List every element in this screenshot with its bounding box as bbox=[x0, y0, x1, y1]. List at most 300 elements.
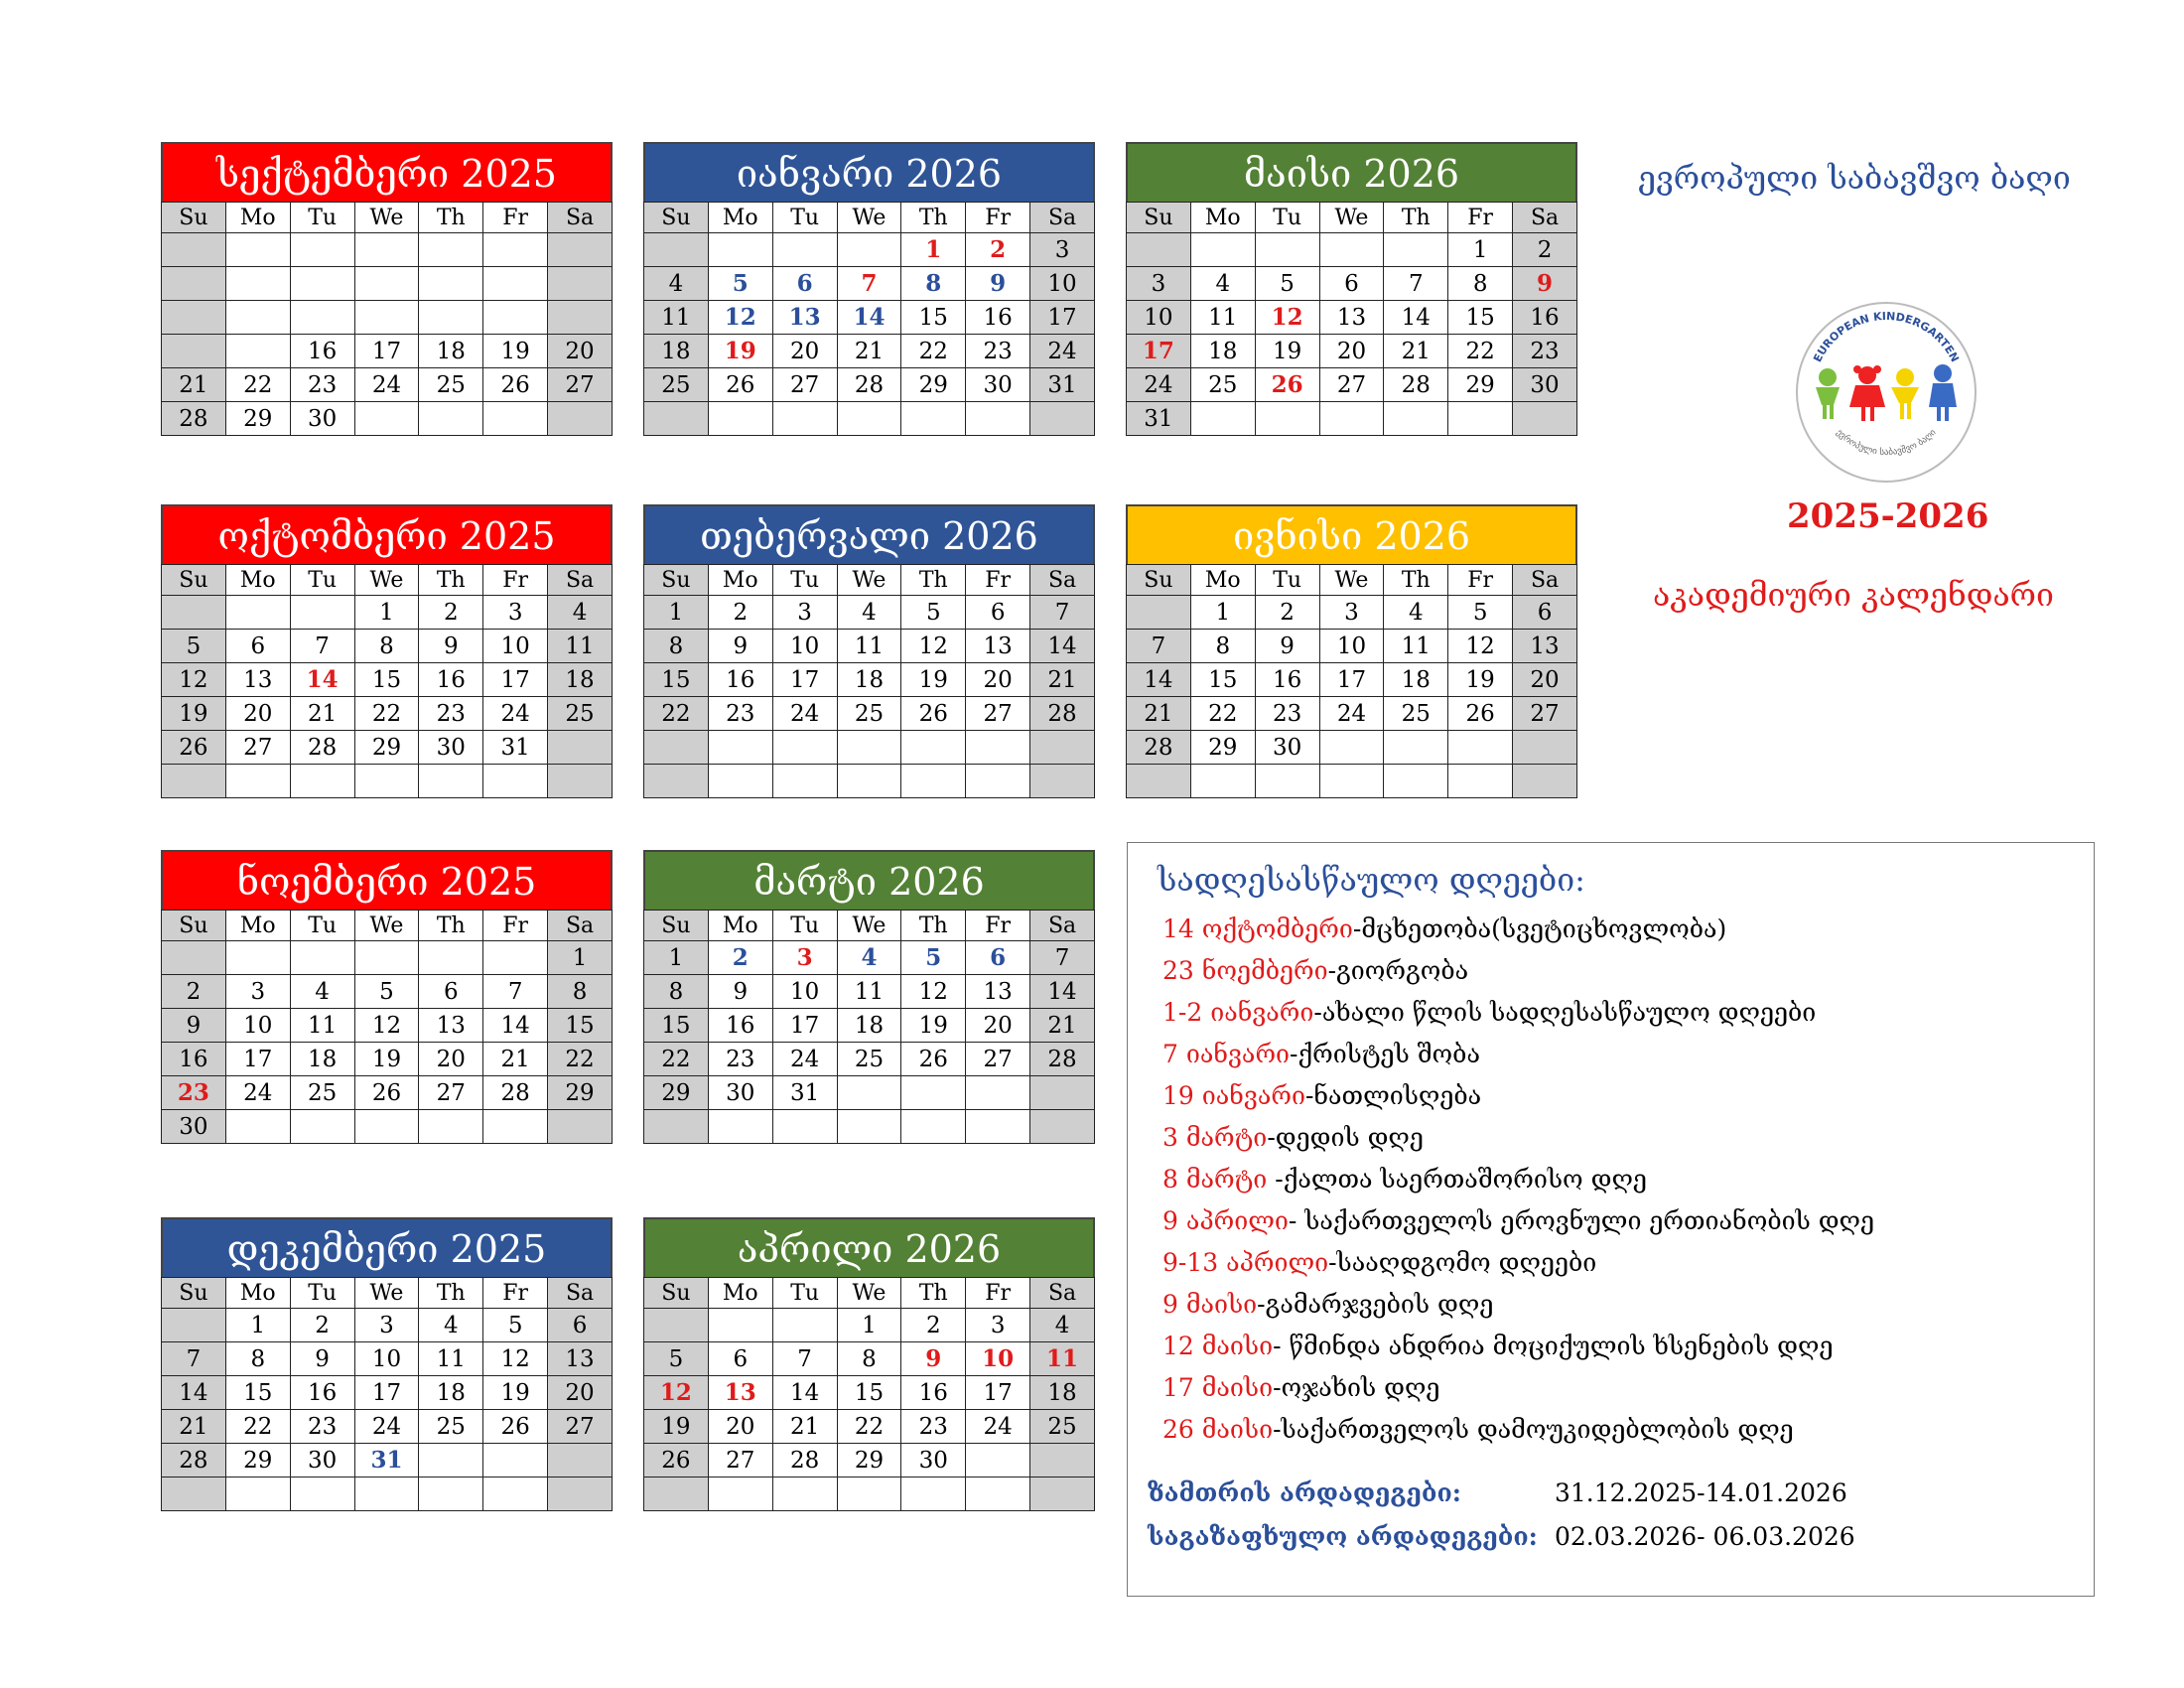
day-cell: 8 bbox=[837, 1342, 901, 1376]
day-cell: 4 bbox=[290, 975, 354, 1009]
empty-cell bbox=[419, 402, 483, 436]
month-grid bbox=[1126, 202, 1577, 436]
weekday-label: Tu bbox=[290, 565, 354, 596]
day-cell: 9 bbox=[708, 630, 772, 663]
empty-cell bbox=[1030, 1110, 1095, 1144]
day-cell: 9 bbox=[966, 267, 1030, 301]
day-cell: 9 bbox=[901, 1342, 966, 1376]
day-cell: 27 bbox=[966, 1043, 1030, 1076]
week-row bbox=[644, 1043, 1095, 1076]
day-cell: 17 bbox=[225, 1043, 290, 1076]
day-cell: 26 bbox=[1255, 368, 1319, 402]
day-cell: 12 bbox=[354, 1009, 419, 1043]
day-cell: 21 bbox=[772, 1410, 837, 1444]
week-row bbox=[644, 1076, 1095, 1110]
holiday-date: 12 მაისი bbox=[1162, 1332, 1274, 1360]
day-cell: 1 bbox=[354, 596, 419, 630]
day-cell: 18 bbox=[419, 1376, 483, 1410]
empty-cell bbox=[1190, 765, 1255, 798]
empty-cell bbox=[290, 765, 354, 798]
empty-cell bbox=[1190, 233, 1255, 267]
day-cell: 15 bbox=[548, 1009, 613, 1043]
empty-cell bbox=[1030, 731, 1095, 765]
week-row bbox=[644, 368, 1095, 402]
day-cell: 5 bbox=[1448, 596, 1513, 630]
day-cell: 25 bbox=[644, 368, 709, 402]
day-cell: 27 bbox=[548, 1410, 613, 1444]
week-row bbox=[162, 630, 613, 663]
empty-cell bbox=[644, 402, 709, 436]
day-cell: 17 bbox=[966, 1376, 1030, 1410]
day-cell: 14 bbox=[1030, 975, 1095, 1009]
day-cell: 3 bbox=[483, 596, 548, 630]
day-cell: 27 bbox=[225, 731, 290, 765]
weekday-label: We bbox=[837, 911, 901, 941]
week-row bbox=[162, 402, 613, 436]
day-cell: 8 bbox=[1190, 630, 1255, 663]
day-cell: 27 bbox=[1513, 697, 1577, 731]
day-cell: 31 bbox=[1030, 368, 1095, 402]
day-cell: 17 bbox=[1127, 335, 1191, 368]
empty-cell bbox=[548, 1110, 613, 1144]
week-row bbox=[1127, 731, 1577, 765]
empty-cell bbox=[837, 731, 901, 765]
empty-cell bbox=[354, 765, 419, 798]
day-cell: 14 bbox=[1384, 301, 1448, 335]
holiday-item bbox=[1162, 1034, 1874, 1075]
week-row bbox=[162, 941, 613, 975]
weekday-label: Tu bbox=[290, 203, 354, 233]
day-cell: 14 bbox=[290, 663, 354, 697]
empty-cell bbox=[901, 1477, 966, 1511]
month-title: მაისი 2026 bbox=[1126, 142, 1577, 202]
day-cell: 12 bbox=[901, 630, 966, 663]
day-cell: 25 bbox=[1384, 697, 1448, 731]
weekday-label: Th bbox=[901, 565, 966, 596]
day-cell: 18 bbox=[1190, 335, 1255, 368]
holiday-date: 23 ნოემბერი bbox=[1162, 956, 1328, 985]
weekday-label: Tu bbox=[772, 1278, 837, 1309]
weekday-header-row bbox=[644, 203, 1095, 233]
day-cell: 22 bbox=[901, 335, 966, 368]
day-cell: 7 bbox=[1127, 630, 1191, 663]
empty-cell bbox=[354, 233, 419, 267]
day-cell: 2 bbox=[901, 1309, 966, 1342]
holiday-description: - წმინდა ანდრია მოციქულის ხსენების დღე bbox=[1273, 1332, 1834, 1360]
day-cell: 26 bbox=[1448, 697, 1513, 731]
weekday-label: Su bbox=[644, 203, 709, 233]
day-cell: 23 bbox=[162, 1076, 226, 1110]
empty-cell bbox=[290, 267, 354, 301]
empty-cell bbox=[708, 233, 772, 267]
day-cell: 25 bbox=[548, 697, 613, 731]
empty-cell bbox=[162, 941, 226, 975]
week-row bbox=[162, 368, 613, 402]
holiday-date: 17 მაისი bbox=[1162, 1373, 1274, 1402]
holiday-date: 9 აპრილი bbox=[1162, 1206, 1289, 1235]
month-grid bbox=[1126, 564, 1577, 798]
day-cell: 23 bbox=[419, 697, 483, 731]
month-grid bbox=[161, 564, 613, 798]
day-cell: 19 bbox=[1255, 335, 1319, 368]
empty-cell bbox=[225, 1110, 290, 1144]
week-row bbox=[644, 267, 1095, 301]
empty-cell bbox=[1255, 765, 1319, 798]
weekday-label: Su bbox=[162, 203, 226, 233]
weekday-label: We bbox=[1319, 203, 1384, 233]
empty-cell bbox=[966, 731, 1030, 765]
week-row bbox=[162, 301, 613, 335]
empty-cell bbox=[225, 233, 290, 267]
day-cell: 12 bbox=[162, 663, 226, 697]
day-cell: 19 bbox=[162, 697, 226, 731]
day-cell: 7 bbox=[1030, 941, 1095, 975]
day-cell: 11 bbox=[419, 1342, 483, 1376]
day-cell: 6 bbox=[966, 941, 1030, 975]
day-cell: 27 bbox=[708, 1444, 772, 1477]
day-cell: 19 bbox=[483, 335, 548, 368]
day-cell: 11 bbox=[1030, 1342, 1095, 1376]
empty-cell bbox=[548, 402, 613, 436]
day-cell: 24 bbox=[772, 697, 837, 731]
empty-cell bbox=[1384, 402, 1448, 436]
day-cell: 24 bbox=[1127, 368, 1191, 402]
day-cell: 20 bbox=[1513, 663, 1577, 697]
week-row bbox=[162, 765, 613, 798]
holiday-description: -ქალთა საერთაშორისო დღე bbox=[1275, 1165, 1647, 1194]
day-cell: 11 bbox=[290, 1009, 354, 1043]
weekday-label: Tu bbox=[772, 565, 837, 596]
day-cell: 13 bbox=[1319, 301, 1384, 335]
empty-cell bbox=[419, 267, 483, 301]
week-row bbox=[644, 1309, 1095, 1342]
day-cell: 28 bbox=[772, 1444, 837, 1477]
weekday-label: Th bbox=[901, 203, 966, 233]
week-row bbox=[162, 1009, 613, 1043]
empty-cell bbox=[1190, 402, 1255, 436]
weekday-label: Sa bbox=[1030, 911, 1095, 941]
weekday-label: Su bbox=[644, 565, 709, 596]
empty-cell bbox=[483, 402, 548, 436]
empty-cell bbox=[162, 267, 226, 301]
day-cell: 4 bbox=[419, 1309, 483, 1342]
month-grid bbox=[643, 564, 1095, 798]
day-cell: 14 bbox=[772, 1376, 837, 1410]
empty-cell bbox=[1030, 765, 1095, 798]
day-cell: 17 bbox=[772, 1009, 837, 1043]
day-cell: 17 bbox=[483, 663, 548, 697]
day-cell: 7 bbox=[1030, 596, 1095, 630]
week-row bbox=[162, 1342, 613, 1376]
empty-cell bbox=[1384, 765, 1448, 798]
empty-cell bbox=[837, 1110, 901, 1144]
empty-cell bbox=[901, 402, 966, 436]
empty-cell bbox=[1319, 765, 1384, 798]
empty-cell bbox=[772, 402, 837, 436]
day-cell: 21 bbox=[1030, 1009, 1095, 1043]
week-row bbox=[162, 1309, 613, 1342]
day-cell: 9 bbox=[1255, 630, 1319, 663]
day-cell: 8 bbox=[1448, 267, 1513, 301]
week-row bbox=[162, 233, 613, 267]
day-cell: 17 bbox=[772, 663, 837, 697]
day-cell: 28 bbox=[1030, 1043, 1095, 1076]
day-cell: 10 bbox=[354, 1342, 419, 1376]
empty-cell bbox=[483, 1444, 548, 1477]
weekday-header-row bbox=[644, 565, 1095, 596]
day-cell: 1 bbox=[901, 233, 966, 267]
day-cell: 6 bbox=[419, 975, 483, 1009]
day-cell: 8 bbox=[354, 630, 419, 663]
day-cell: 2 bbox=[708, 941, 772, 975]
day-cell: 12 bbox=[644, 1376, 709, 1410]
day-cell: 12 bbox=[901, 975, 966, 1009]
day-cell: 13 bbox=[772, 301, 837, 335]
holiday-item bbox=[1162, 909, 1874, 950]
month-title: მარტი 2026 bbox=[643, 850, 1095, 910]
month-may-2026 bbox=[1126, 142, 1577, 436]
day-cell: 20 bbox=[966, 663, 1030, 697]
day-cell: 15 bbox=[1448, 301, 1513, 335]
day-cell: 3 bbox=[354, 1309, 419, 1342]
day-cell: 18 bbox=[837, 1009, 901, 1043]
day-cell: 7 bbox=[290, 630, 354, 663]
weekday-label: Mo bbox=[708, 1278, 772, 1309]
holiday-description: -გამარჯვების დღე bbox=[1257, 1290, 1494, 1319]
empty-cell bbox=[548, 1477, 613, 1511]
day-cell: 17 bbox=[354, 1376, 419, 1410]
empty-cell bbox=[548, 233, 613, 267]
day-cell: 3 bbox=[1319, 596, 1384, 630]
day-cell: 5 bbox=[162, 630, 226, 663]
day-cell: 29 bbox=[1448, 368, 1513, 402]
weekday-label: Mo bbox=[708, 565, 772, 596]
day-cell: 27 bbox=[548, 368, 613, 402]
empty-cell bbox=[483, 233, 548, 267]
week-row bbox=[1127, 765, 1577, 798]
empty-cell bbox=[354, 301, 419, 335]
day-cell: 21 bbox=[1384, 335, 1448, 368]
day-cell: 14 bbox=[483, 1009, 548, 1043]
weekday-header-row bbox=[1127, 565, 1577, 596]
week-row bbox=[162, 663, 613, 697]
day-cell: 25 bbox=[837, 697, 901, 731]
week-row bbox=[162, 596, 613, 630]
spring-break-dates: 02.03.2026- 06.03.2026 bbox=[1555, 1522, 1855, 1551]
week-row bbox=[644, 402, 1095, 436]
day-cell: 2 bbox=[290, 1309, 354, 1342]
day-cell: 7 bbox=[837, 267, 901, 301]
weekday-label: Fr bbox=[966, 1278, 1030, 1309]
empty-cell bbox=[644, 233, 709, 267]
day-cell: 12 bbox=[708, 301, 772, 335]
day-cell: 4 bbox=[837, 596, 901, 630]
day-cell: 10 bbox=[772, 630, 837, 663]
weekday-label: Mo bbox=[708, 911, 772, 941]
empty-cell bbox=[837, 1076, 901, 1110]
weekday-label: Su bbox=[162, 565, 226, 596]
day-cell: 24 bbox=[483, 697, 548, 731]
week-row bbox=[1127, 402, 1577, 436]
month-december-2025 bbox=[161, 1217, 613, 1511]
day-cell: 25 bbox=[290, 1076, 354, 1110]
month-title: აპრილი 2026 bbox=[643, 1217, 1095, 1277]
empty-cell bbox=[354, 941, 419, 975]
day-cell: 5 bbox=[901, 941, 966, 975]
day-cell: 14 bbox=[1030, 630, 1095, 663]
empty-cell bbox=[354, 267, 419, 301]
day-cell: 21 bbox=[1030, 663, 1095, 697]
day-cell: 20 bbox=[1319, 335, 1384, 368]
empty-cell bbox=[290, 1477, 354, 1511]
day-cell: 4 bbox=[548, 596, 613, 630]
week-row bbox=[1127, 368, 1577, 402]
weekday-label: We bbox=[354, 1278, 419, 1309]
empty-cell bbox=[708, 402, 772, 436]
empty-cell bbox=[548, 267, 613, 301]
day-cell: 10 bbox=[772, 975, 837, 1009]
day-cell: 24 bbox=[225, 1076, 290, 1110]
day-cell: 29 bbox=[1190, 731, 1255, 765]
day-cell: 14 bbox=[1127, 663, 1191, 697]
month-title: სექტემბერი 2025 bbox=[161, 142, 613, 202]
week-row bbox=[1127, 697, 1577, 731]
day-cell: 3 bbox=[1127, 267, 1191, 301]
empty-cell bbox=[548, 1444, 613, 1477]
day-cell: 10 bbox=[1030, 267, 1095, 301]
day-cell: 4 bbox=[1030, 1309, 1095, 1342]
weekday-label: Su bbox=[162, 911, 226, 941]
day-cell: 8 bbox=[225, 1342, 290, 1376]
day-cell: 28 bbox=[1030, 697, 1095, 731]
empty-cell bbox=[708, 1477, 772, 1511]
day-cell: 22 bbox=[644, 1043, 709, 1076]
empty-cell bbox=[901, 1076, 966, 1110]
month-grid bbox=[161, 1277, 613, 1511]
week-row bbox=[644, 975, 1095, 1009]
day-cell: 26 bbox=[162, 731, 226, 765]
day-cell: 2 bbox=[966, 233, 1030, 267]
empty-cell bbox=[483, 941, 548, 975]
weekday-label: Sa bbox=[1030, 1278, 1095, 1309]
weekday-label: Sa bbox=[548, 203, 613, 233]
empty-cell bbox=[644, 1110, 709, 1144]
empty-cell bbox=[644, 1477, 709, 1511]
day-cell: 15 bbox=[837, 1376, 901, 1410]
day-cell: 19 bbox=[644, 1410, 709, 1444]
day-cell: 9 bbox=[1513, 267, 1577, 301]
day-cell: 13 bbox=[419, 1009, 483, 1043]
empty-cell bbox=[708, 1110, 772, 1144]
week-row bbox=[644, 1009, 1095, 1043]
winter-break-label: ზამთრის არდადეგები: bbox=[1148, 1478, 1462, 1507]
empty-cell bbox=[483, 301, 548, 335]
weekday-label: Tu bbox=[1255, 565, 1319, 596]
day-cell: 24 bbox=[1030, 335, 1095, 368]
weekday-label: Mo bbox=[225, 203, 290, 233]
week-row bbox=[644, 630, 1095, 663]
empty-cell bbox=[483, 267, 548, 301]
day-cell: 11 bbox=[837, 630, 901, 663]
day-cell: 3 bbox=[225, 975, 290, 1009]
day-cell: 11 bbox=[837, 975, 901, 1009]
empty-cell bbox=[225, 267, 290, 301]
day-cell: 19 bbox=[354, 1043, 419, 1076]
empty-cell bbox=[1448, 765, 1513, 798]
month-title: თებერვალი 2026 bbox=[643, 504, 1095, 564]
weekday-label: Fr bbox=[966, 911, 1030, 941]
day-cell: 29 bbox=[225, 402, 290, 436]
holiday-date: 19 იანვარი bbox=[1162, 1081, 1305, 1110]
empty-cell bbox=[837, 233, 901, 267]
holiday-date: 26 მაისი bbox=[1162, 1415, 1274, 1444]
month-grid bbox=[643, 202, 1095, 436]
weekday-label: Fr bbox=[1448, 565, 1513, 596]
day-cell: 13 bbox=[966, 975, 1030, 1009]
empty-cell bbox=[708, 731, 772, 765]
week-row bbox=[162, 1076, 613, 1110]
day-cell: 30 bbox=[1255, 731, 1319, 765]
empty-cell bbox=[225, 765, 290, 798]
day-cell: 30 bbox=[1513, 368, 1577, 402]
empty-cell bbox=[1513, 402, 1577, 436]
spring-break-label: საგაზაფხულო არდადეგები: bbox=[1148, 1522, 1538, 1551]
day-cell: 10 bbox=[1319, 630, 1384, 663]
day-cell: 30 bbox=[708, 1076, 772, 1110]
week-row bbox=[1127, 233, 1577, 267]
day-cell: 28 bbox=[1127, 731, 1191, 765]
week-row bbox=[162, 1043, 613, 1076]
day-cell: 21 bbox=[290, 697, 354, 731]
day-cell: 15 bbox=[225, 1376, 290, 1410]
empty-cell bbox=[772, 233, 837, 267]
day-cell: 1 bbox=[1190, 596, 1255, 630]
week-row bbox=[644, 1444, 1095, 1477]
empty-cell bbox=[419, 301, 483, 335]
empty-cell bbox=[225, 596, 290, 630]
day-cell: 28 bbox=[837, 368, 901, 402]
logo-text-bottom: ევროპული საბავშვო ბაღი bbox=[1834, 427, 1939, 459]
empty-cell bbox=[1030, 1477, 1095, 1511]
day-cell: 14 bbox=[162, 1376, 226, 1410]
day-cell: 6 bbox=[548, 1309, 613, 1342]
holiday-description: -დედის დღე bbox=[1267, 1123, 1424, 1152]
empty-cell bbox=[1513, 731, 1577, 765]
weekday-label: We bbox=[837, 565, 901, 596]
weekday-label: Sa bbox=[1513, 203, 1577, 233]
day-cell: 25 bbox=[1030, 1410, 1095, 1444]
day-cell: 1 bbox=[644, 596, 709, 630]
weekday-header-row bbox=[644, 1278, 1095, 1309]
day-cell: 20 bbox=[966, 1009, 1030, 1043]
weekday-label: Sa bbox=[1513, 565, 1577, 596]
day-cell: 23 bbox=[290, 1410, 354, 1444]
weekday-label: Mo bbox=[225, 1278, 290, 1309]
week-row bbox=[644, 1110, 1095, 1144]
day-cell: 9 bbox=[290, 1342, 354, 1376]
empty-cell bbox=[837, 765, 901, 798]
day-cell: 11 bbox=[1384, 630, 1448, 663]
empty-cell bbox=[1448, 731, 1513, 765]
weekday-header-row bbox=[162, 203, 613, 233]
week-row bbox=[1127, 663, 1577, 697]
day-cell: 23 bbox=[1255, 697, 1319, 731]
empty-cell bbox=[548, 731, 613, 765]
weekday-label: Mo bbox=[225, 911, 290, 941]
day-cell: 11 bbox=[644, 301, 709, 335]
day-cell: 15 bbox=[644, 663, 709, 697]
week-row bbox=[162, 697, 613, 731]
